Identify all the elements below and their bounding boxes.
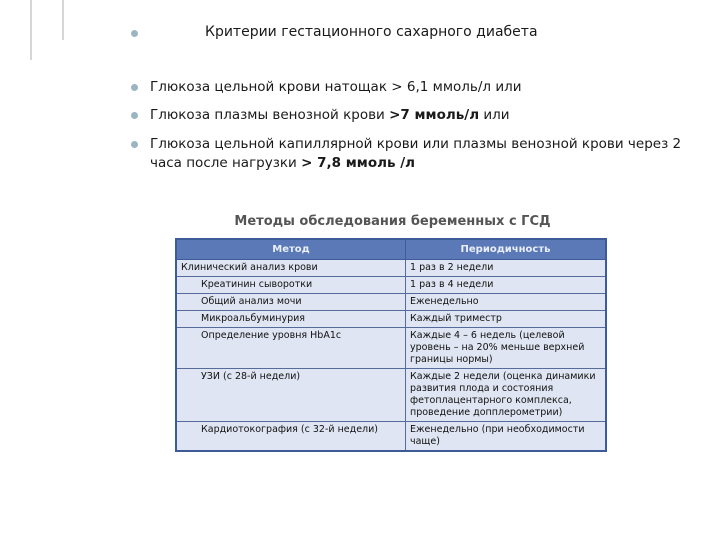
table-row [176,260,606,277]
criterion-suffix: или [479,107,510,123]
method-cell: Кардиотокография (с 32-й недели) [176,422,406,452]
criterion-value: > 7,8 ммоль /л [301,155,416,171]
table-header-row [176,239,606,260]
table-row [176,328,606,369]
period-cell: Еженедельно [406,294,607,311]
bullet-icon [131,112,138,119]
table-row [176,369,606,422]
method-cell: Клинический анализ крови [176,260,406,277]
method-cell: УЗИ (с 28-й недели) [176,369,406,422]
method-cell: Общий анализ мочи [176,294,406,311]
table-row [176,277,606,294]
criterion-text: Глюкоза плазмы венозной крови [150,107,390,123]
table-row [176,422,606,452]
criterion-3 [150,135,690,173]
header-method: Метод [176,239,406,260]
period-cell: 1 раз в 4 недели [406,277,607,294]
period-cell: Каждый триместр [406,311,607,328]
table-row [176,294,606,311]
slide-heading: Критерии гестационного сахарного диабета [205,24,538,40]
method-cell: Определение уровня HbA1c [176,328,406,369]
bullet-icon [131,84,138,91]
period-cell: Каждые 4 – 6 недель (целевой уровень – на 20% меньше верхней границы нормы) [406,328,607,369]
decorative-line [30,0,32,60]
method-cell: Микроальбуминурия [176,311,406,328]
period-cell: Еженедельно (при необходимости чаще) [406,422,607,452]
header-period: Периодичность [406,239,607,260]
methods-table [175,238,607,452]
decorative-line [62,0,64,40]
method-cell: Креатинин сыворотки [176,277,406,294]
criterion-1 [150,78,690,97]
bullet-icon [131,30,138,37]
period-cell: 1 раз в 2 недели [406,260,607,277]
table-row [176,311,606,328]
criterion-value: >7 ммоль/л [389,107,480,123]
criterion-text: Глюкоза цельной капиллярной крови или плазмы венозной крови через 2 часа после нагрузки [150,136,682,171]
criterion-text: Глюкоза цельной крови натощак > 6,1 ммоль/л или [150,79,522,95]
table-caption: Методы обследования беременных с ГСД [234,214,551,229]
bullet-icon [131,141,138,148]
criterion-2 [150,106,690,125]
period-cell: Каждые 2 недели (оценка динамики развития плода и состояния фетоплацентарного комплекса, проведение допплерометрии) [406,369,607,422]
